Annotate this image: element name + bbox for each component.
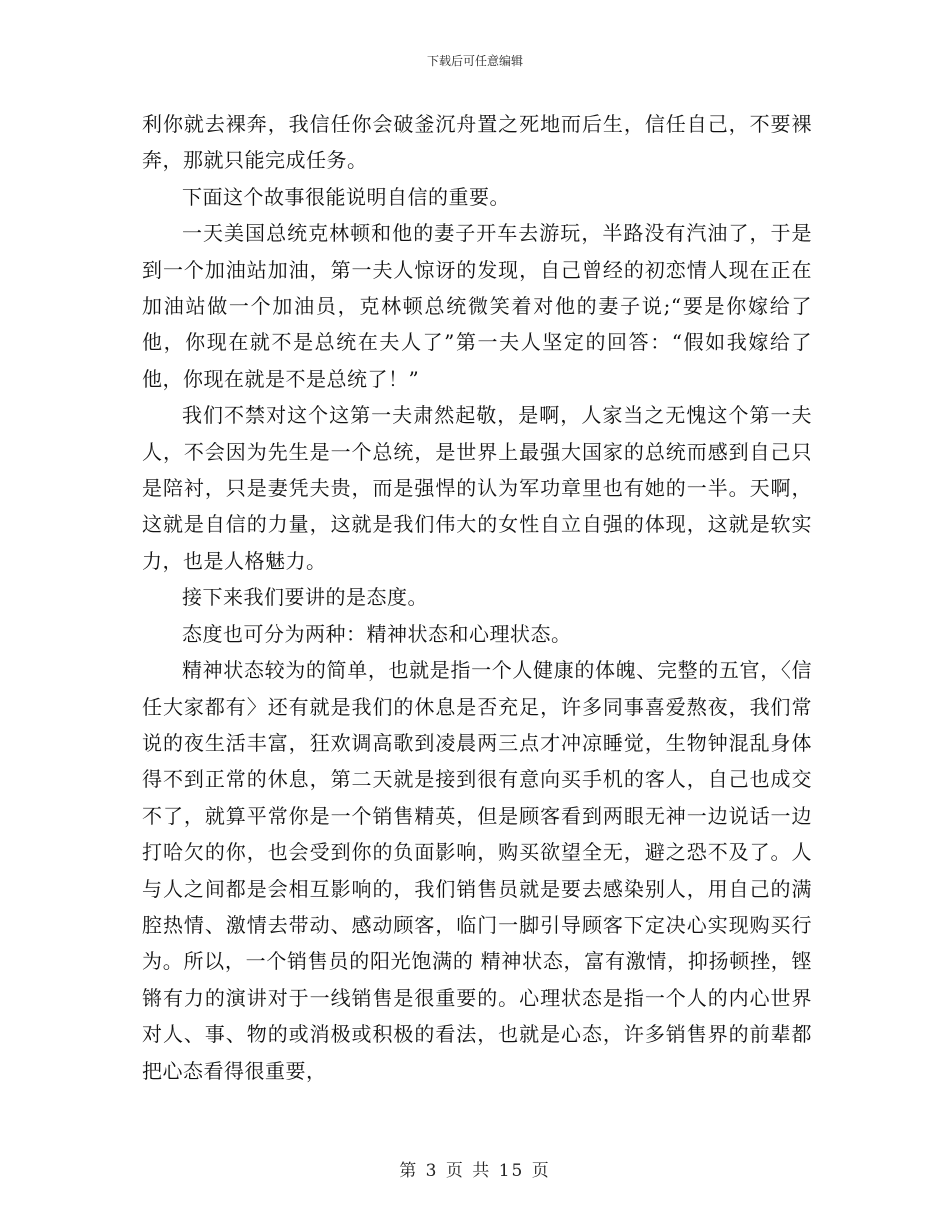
paragraph: 接下来我们要讲的是态度。 [182,585,428,610]
paragraph: 态度也可分为两种：精神状态和心理状态。 [182,621,572,646]
paragraph: 精神状态较为的简单，也就是指一个人健康的体魄、完整的五官，〈信任大家都有〉还有就是我们的休息是否充足，许多同事喜爱熬夜，我们常说的夜生活丰富，狂欢调高歌到凌晨两三点才冲凉睡觉，生物钟混乱身体得不到正常的休息，第二天就是接到很有意向买手机的客人，自己也成交不了，就算平常你是一个销售精英，但是顾客看到两眼无神一边说话一边打哈欠的你，也会受到你的负面影响，购买欲望全无，避之恐不及了。人与人之间都是会相互影响的，我们销售员就是要去感染别人，用自己的满腔热情、激情去带动、感动顾客，临门一脚引导顾客下定决心实现购买行为。所以，一个销售员的阳光饱满的 精神状态，富有激情，抑扬顿挫，铿锵有力的演讲对于一线销售是很重要的。心理状态是指一个人的内心世界对人、事、物的或消极或积极的看法，也就是心态，许多销售界的前辈都把心态看得很重要， [142,658,812,1083]
page-header: 下载后可任意编辑 [426,54,523,68]
paragraph: 我们不禁对这个这第一夫肃然起敬，是啊，人家当之无愧这个第一夫人，不会因为先生是一个总统，是世界上最强大国家的总统而感到自己只是陪衬，只是妻凭夫贵，而是强悍的认为军功章里也有她的一半。天啊，这就是自信的力量，这就是我们伟大的女性自立自强的体现，这就是软实力，也是人格魅力。 [142,403,812,573]
paragraph: 下面这个故事很能说明自信的重要。 [182,184,510,209]
document-body [142,106,812,1089]
page-number: 第 3 页 共 15 页 [399,1161,551,1181]
paragraph: 一天美国总统克林顿和他的妻子开车去游玩，半路没有汽油了，于是到一个加油站加油，第一夫人惊讶的发现，自己曾经的初恋情人现在正在加油站做一个加油员，克林顿总统微笑着对他的妻子说;“要是你嫁给了他，你现在就不是总统在夫人了”第一夫人坚定的回答：“假如我嫁给了他，你现在就是不是总统了！” [142,221,812,391]
paragraph: 利你就去裸奔，我信任你会破釜沉舟置之死地而后生，信任自己，不要裸奔，那就只能完成任务。 [142,112,812,173]
